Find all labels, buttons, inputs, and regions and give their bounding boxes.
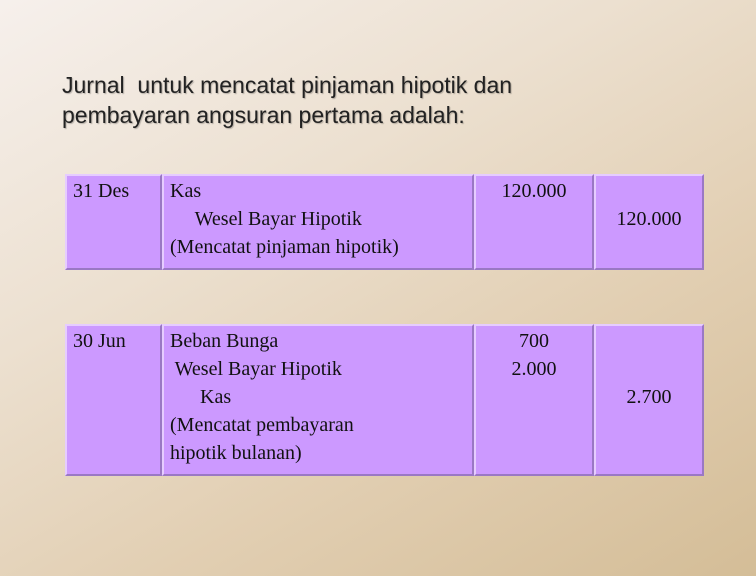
debit-cell (474, 324, 594, 476)
entry-date: 30 Jun (73, 330, 126, 352)
account-line: Kas (170, 386, 232, 408)
credit-cell (594, 174, 704, 270)
account-line: Wesel Bayar Hipotik (170, 358, 342, 380)
slide-title (62, 70, 702, 130)
account-line: Kas (170, 180, 202, 202)
memo-line: (Mencatat pembayaran (170, 414, 354, 436)
entry-date: 31 Des (73, 180, 130, 202)
date-cell (65, 324, 162, 476)
title-line-1: Jurnal untuk mencatat pinjaman hipotik dan (62, 72, 513, 98)
title-line-2: pembayaran angsuran pertama adalah: (62, 102, 465, 128)
account-line: Beban Bunga (170, 330, 279, 352)
memo-line: (Mencatat pinjaman hipotik) (170, 236, 399, 258)
debit-amount: 2.000 (511, 358, 557, 380)
credit-amount (602, 327, 696, 355)
credit-amount: 2.700 (626, 386, 672, 408)
debit-cell (474, 174, 594, 270)
debit-amount: 120.000 (501, 180, 567, 202)
credit-cell (594, 324, 704, 476)
account-line: Wesel Bayar Hipotik (170, 208, 362, 230)
description-cell (162, 174, 474, 270)
credit-amount (602, 355, 696, 383)
date-cell (65, 174, 162, 270)
description-cell (162, 324, 474, 476)
credit-amount (602, 177, 696, 205)
memo-line: hipotik bulanan) (170, 442, 302, 464)
credit-amount: 120.000 (616, 208, 682, 230)
debit-amount: 700 (519, 330, 549, 352)
